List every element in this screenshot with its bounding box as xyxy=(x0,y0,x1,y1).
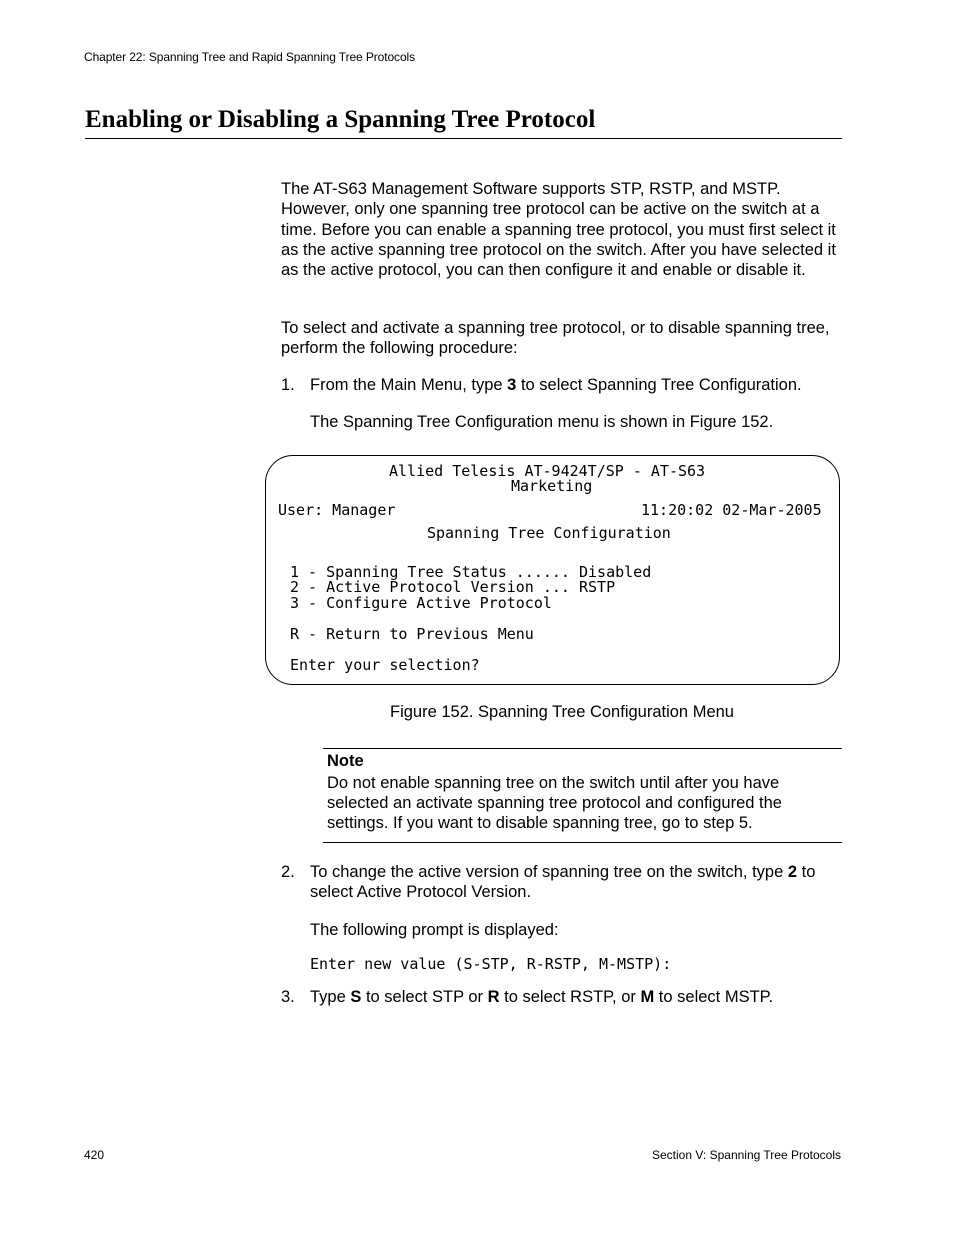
step-3-text-2: to select STP or xyxy=(361,988,488,1006)
page-title: Enabling or Disabling a Spanning Tree Protocol xyxy=(85,106,842,139)
terminal-menu-item-3: 3 - Configure Active Protocol xyxy=(290,594,552,612)
note-label: Note xyxy=(327,752,364,770)
step-1-text-post: to select Spanning Tree Configuration. xyxy=(516,376,802,394)
step-1-followup: The Spanning Tree Configuration menu is shown in Figure 152. xyxy=(310,413,774,431)
step-2-number: 2. xyxy=(281,863,295,881)
step-3-key-r: R xyxy=(487,988,500,1006)
procedure-intro-paragraph: To select and activate a spanning tree protocol, or to disable spanning tree, perform the following procedure: xyxy=(281,319,830,358)
terminal-return-item: R - Return to Previous Menu xyxy=(290,625,534,643)
step-1-text-pre: From the Main Menu, type xyxy=(310,376,508,394)
step-3-text xyxy=(310,987,850,1007)
terminal-menu-item-1: 1 - Spanning Tree Status ...... Disabled xyxy=(290,563,652,581)
note-text: Do not enable spanning tree on the switch until after you have selected an activate spanning tree protocol and configured the settings. If you want to disable spanning tree, go to step 5. xyxy=(327,774,782,832)
terminal-system-name: Allied Telesis AT-9424T/SP - AT-S63 xyxy=(389,462,706,480)
terminal-selection-prompt: Enter your selection? xyxy=(290,656,480,674)
step-3-key-s: S xyxy=(350,988,362,1006)
command-prompt: Enter new value (S-STP, R-RSTP, M-MSTP): xyxy=(310,955,672,973)
note-box xyxy=(323,748,842,843)
page-number: 420 xyxy=(84,1148,105,1162)
step-2-text xyxy=(310,862,850,903)
running-head: Chapter 22: Spanning Tree and Rapid Spanning Tree Protocols xyxy=(84,50,415,64)
terminal-screen xyxy=(265,455,840,685)
step-2-key: 2 xyxy=(787,863,798,881)
step-1-key: 3 xyxy=(507,376,517,394)
terminal-menu-item-2: 2 - Active Protocol Version ... RSTP xyxy=(290,578,616,596)
figure-caption: Figure 152. Spanning Tree Configuration Menu xyxy=(390,703,734,721)
step-3-number: 3. xyxy=(281,988,295,1006)
step-3-text-3: to select RSTP, or xyxy=(499,988,641,1006)
terminal-menu-title: Spanning Tree Configuration xyxy=(427,524,671,542)
terminal-datetime: 11:20:02 02-Mar-2005 xyxy=(641,501,822,519)
step-2-followup: The following prompt is displayed: xyxy=(310,921,559,939)
step-2-text-post: to select Active Protocol Version. xyxy=(310,863,816,902)
step-1-number: 1. xyxy=(281,376,295,394)
step-3-text-4: to select MSTP. xyxy=(654,988,774,1006)
terminal-user: User: Manager xyxy=(278,501,396,519)
step-3-text-1: Type xyxy=(310,988,351,1006)
terminal-location: Marketing xyxy=(511,477,593,495)
step-3-key-m: M xyxy=(640,988,655,1006)
step-2-text-pre: To change the active version of spanning tree on the switch, type xyxy=(310,863,788,881)
step-1-text xyxy=(310,375,850,395)
intro-paragraph: The AT-S63 Management Software supports STP, RSTP, and MSTP. However, only one spanning tree protocol can be active on the switch at a time. Before you can enable a spanning tree protocol, you must first select it as the active spanning tree protocol on the switch. After you have selected it as the active protocol, you can then configure it and enable or disable it. xyxy=(281,180,836,280)
section-footer: Section V: Spanning Tree Protocols xyxy=(652,1148,841,1162)
